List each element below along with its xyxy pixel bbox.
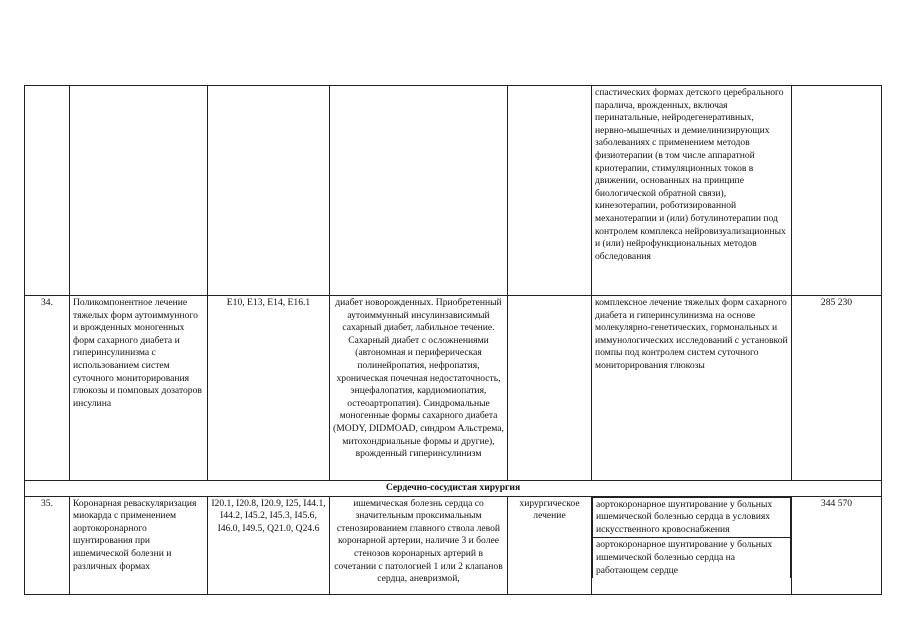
medical-care-table [24, 85, 882, 595]
cell-codes: E10, E13, E14, E16.1 [208, 296, 330, 481]
table-row [25, 496, 882, 594]
table-row [25, 296, 882, 481]
cell-name: Поликомпонентное лечение тяжелых форм аутоиммунного и врожденных моногенных форм сахарного диабета и гиперинсулинизма с использованием систем суточного мониторирования глюкозы и помповых дозаторов инсулина [70, 296, 208, 481]
cell-type [508, 296, 592, 481]
method-row [593, 497, 791, 538]
cell-name [70, 86, 208, 296]
cell-num: 35. [25, 496, 70, 594]
cell-num [25, 86, 70, 296]
method-2: аортокоронарное шунтирование у больных ишемической болезнью сердца на работающем сердце [593, 538, 791, 578]
cell-codes [208, 86, 330, 296]
cell-cost: 285 230 [792, 296, 882, 481]
cell-method: комплексное лечение тяжелых форм сахарного диабета и гиперинсулинизма на основе молекулярно-генетических, гормональных и иммунологических исследований с установкой помпы под контролем систем суточного мониторирования глюкозы [592, 296, 792, 481]
method-subtable [592, 497, 791, 579]
method-1: аортокоронарное шунтирование у больных ишемической болезнью сердца в условиях искусственного кровоснабжения [593, 497, 791, 538]
section-header-row [25, 481, 882, 497]
section-title: Сердечно-сосудистая хирургия [25, 481, 882, 497]
cell-method: спастических формах детского церебрального паралича, врожденных, включая перинатальные, нейродегенеративных, нервно-мышечных и демиелинизирующих заболеваниях с применением методов физиотерапии (в том числе аппаратной криотерапии, стимуляционных токов в движении, основанных на принципе биологической обратной связи), кинезотерапии, роботизированной механотерапии и (или) ботулинотерапии под контролем комплекса нейровизуализационных и (или) нейрофункциональных методов обследования [592, 86, 792, 296]
cell-model: ишемическая болезнь сердца со значительным проксимальным стенозированием главного ствола левой коронарной артерии, наличие 3 и более стенозов коронарных артерий в сочетании с патологией 1 или 2 клапанов сердца, аневризмой, [330, 496, 508, 594]
cell-codes: I20.1, I20.8, I20.9, I25, I44.1, I44.2, I45.2, I45.3, I45.6, I46.0, I49.5, Q21.0, Q24.6 [208, 496, 330, 594]
table-row [25, 86, 882, 296]
cell-name: Коронарная реваскуляризация миокарда с применением аортокоронарного шунтирования при ишемической болезни и различных формах [70, 496, 208, 594]
cell-cost: 344 570 [792, 496, 882, 594]
cell-type [508, 86, 592, 296]
cell-method [592, 496, 792, 594]
method-row [593, 538, 791, 578]
cell-num: 34. [25, 296, 70, 481]
cell-model: диабет новорожденных. Приобретенный аутоиммунный инсулинзависимый сахарный диабет, лабильное течение. Сахарный диабет с осложнениями (автономная и периферическая полинейропатия, нефропатия, хроническая почечная недостаточность, энцефалопатия, кардиомиопатия, остеоартропатия). Синдромальные моногенные формы сахарного диабета (MODY, DIDMOAD, синдром Альстрема, митохондриальные формы и другие), врожденный гиперинсулинизм [330, 296, 508, 481]
cell-model [330, 86, 508, 296]
cell-type: хирургическое лечение [508, 496, 592, 594]
cell-cost [792, 86, 882, 296]
